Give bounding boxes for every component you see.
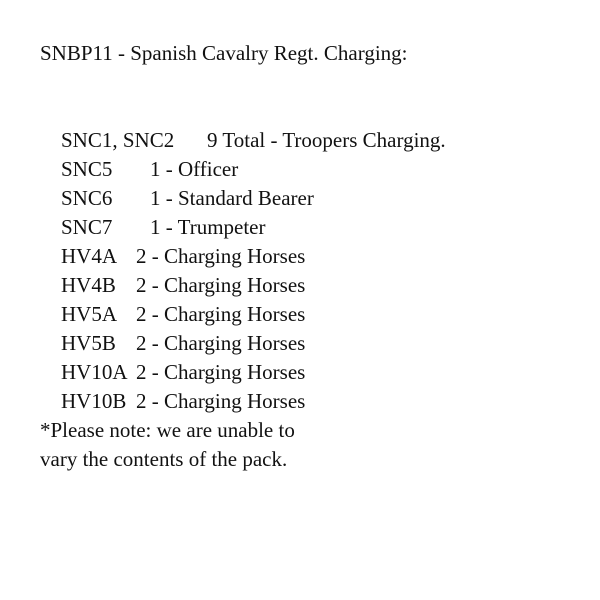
note-line: *Please note: we are unable to bbox=[40, 418, 295, 442]
item-description: 2 - Charging Horses bbox=[136, 331, 306, 355]
item-description: 1 - Standard Bearer bbox=[150, 186, 314, 210]
item-description: 2 - Charging Horses bbox=[136, 273, 306, 297]
pack-title: SNBP11 - Spanish Cavalry Regt. Charging: bbox=[40, 41, 408, 65]
spacer bbox=[40, 68, 580, 97]
pack-note bbox=[40, 416, 580, 474]
item-code: HV4A bbox=[61, 244, 117, 268]
item-code: SNC7 bbox=[61, 215, 113, 239]
item-description: 2 - Charging Horses bbox=[136, 360, 306, 384]
item-description: 1 - Trumpeter bbox=[150, 215, 266, 239]
item-description: 2 - Charging Horses bbox=[136, 244, 306, 268]
item-code: HV4B bbox=[61, 273, 116, 297]
item-code: HV5A bbox=[61, 302, 117, 326]
item-code: SNC6 bbox=[61, 186, 113, 210]
item-description: 2 - Charging Horses bbox=[136, 302, 306, 326]
item-description: 1 - Officer bbox=[150, 157, 239, 181]
pack-contents-document bbox=[40, 39, 580, 474]
item-code: SNC1, SNC2 bbox=[61, 128, 175, 152]
item-code: SNC5 bbox=[61, 157, 113, 181]
item-description: 2 - Charging Horses bbox=[136, 389, 306, 413]
note-line: vary the contents of the pack. bbox=[40, 447, 288, 471]
item-code: HV10B bbox=[61, 389, 127, 413]
item-code: HV10A bbox=[61, 360, 128, 384]
item-description: 9 Total - Troopers Charging. bbox=[207, 128, 446, 152]
item-code: HV5B bbox=[61, 331, 116, 355]
list-item bbox=[40, 97, 580, 152]
